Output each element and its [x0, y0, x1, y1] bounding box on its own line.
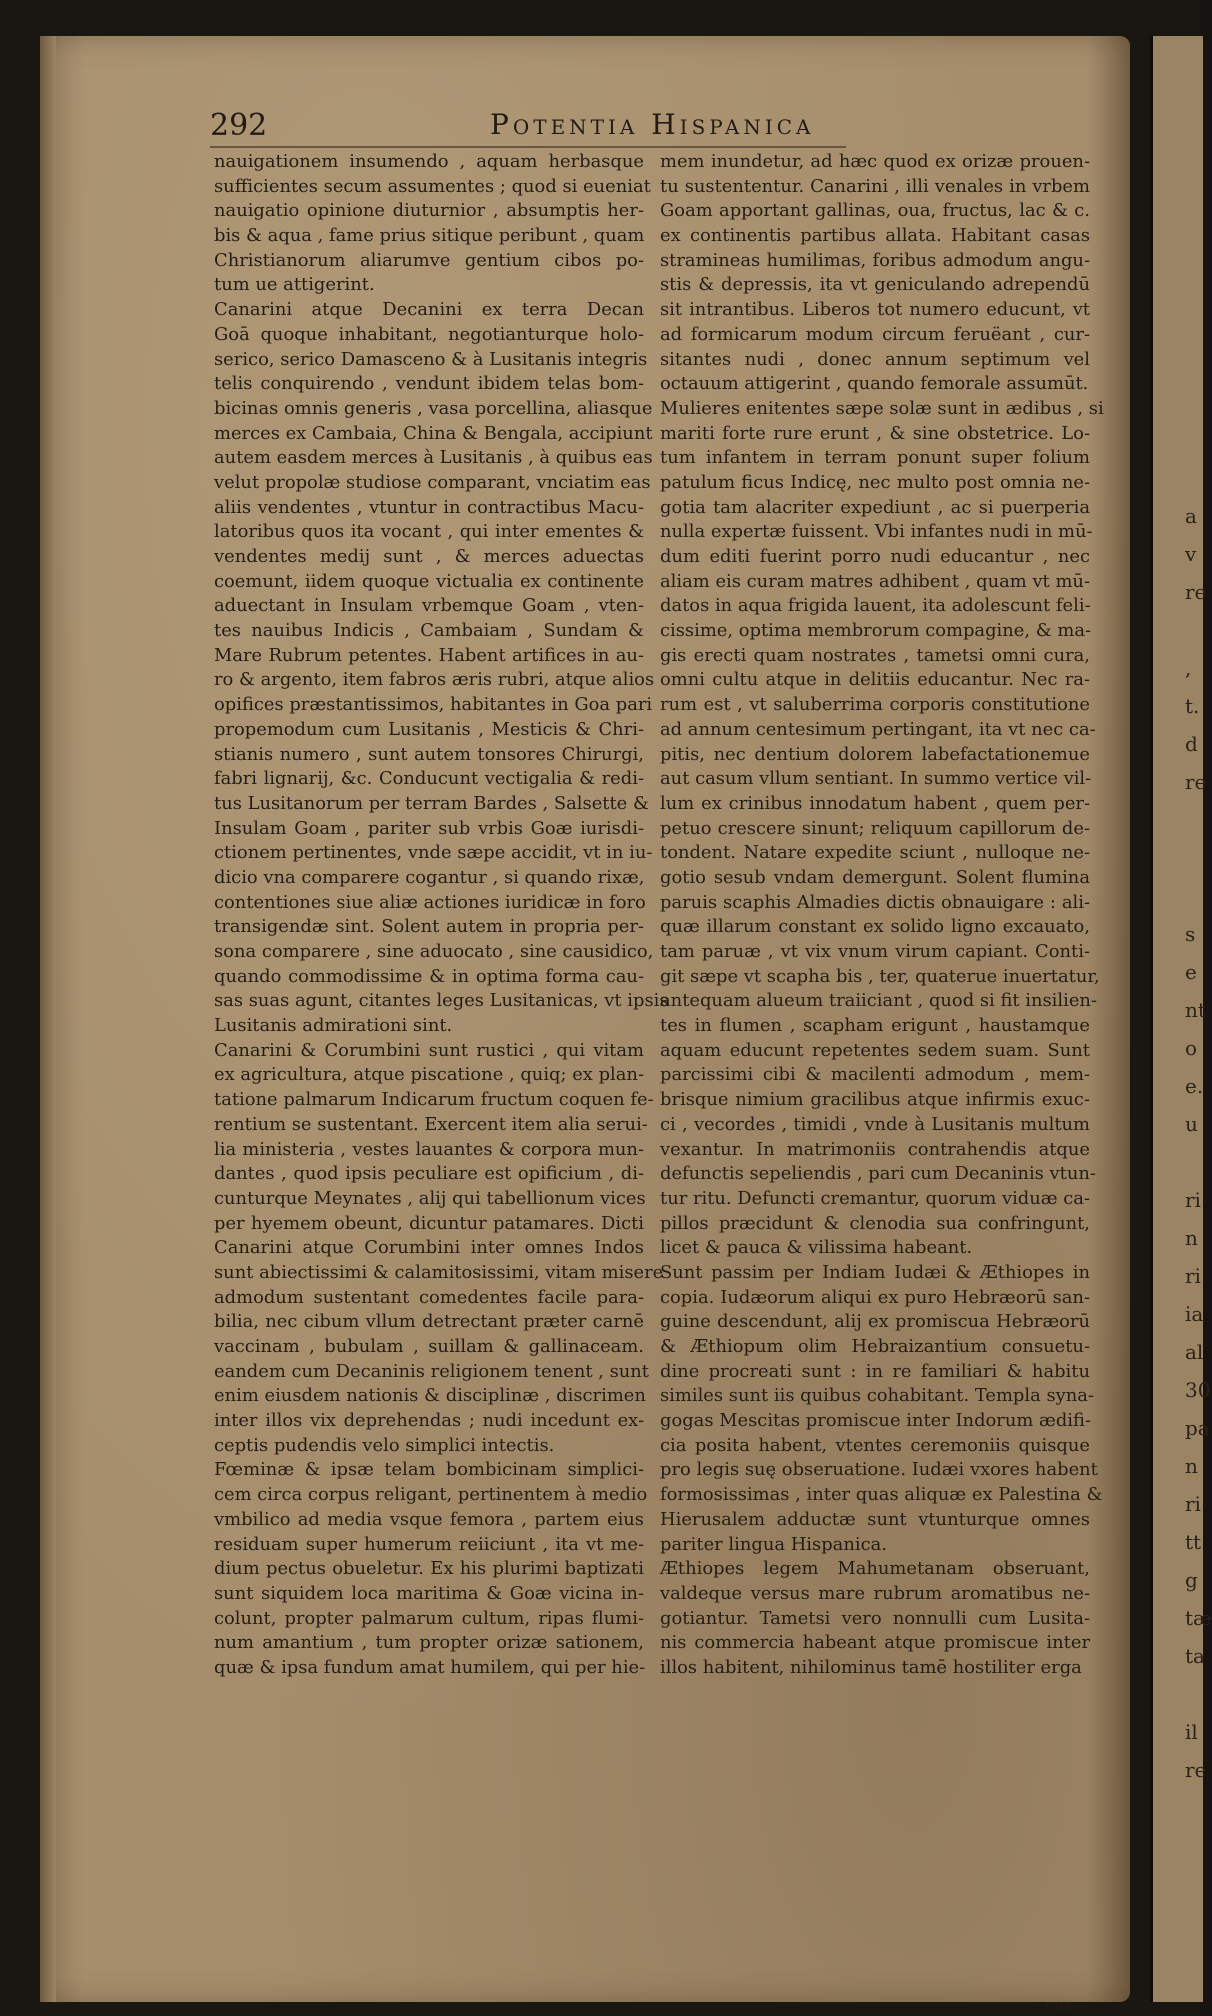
text-line: pillos præcidunt & clenodia sua confringunt, — [660, 1212, 1090, 1234]
text-line: omni cultu atque in delitiis educantur. Nec ra- — [660, 669, 1090, 691]
text-line: Goam apportant gallinas, oua, fructus, lac & c. — [660, 200, 1090, 222]
text-line: cissime, optima membrorum compagine, & ma- — [660, 620, 1092, 642]
text-line: vexantur. In matrimoniis contrahendis atque — [660, 1138, 1090, 1160]
adjacent-page-fragment: pa — [1185, 1416, 1210, 1440]
page-gutter-edge — [40, 36, 56, 2002]
text-line: autem easdem merces à Lusitanis , à quibus eas — [214, 447, 653, 469]
text-line: nis commercia habeant atque promiscue inter — [660, 1632, 1090, 1654]
text-line: dum editi fuerint porro nudi educantur , nec — [660, 546, 1090, 567]
text-line: Sunt passim per Indiam Iudæi & Æthiopes in — [660, 1261, 1090, 1283]
text-line: stianis numero , sunt autem tonsores Chirurgi, — [214, 743, 644, 765]
catchword: cos — [1046, 1996, 1072, 2014]
adjacent-page-fragment: nt — [1185, 998, 1206, 1022]
text-line: aliam eis curam matres adhibent , quam vt mū- — [660, 570, 1090, 592]
text-line: sas suas agunt, citantes leges Lusitanicas, vt ipsis — [214, 990, 669, 1012]
text-line: tur ritu. Defuncti cremantur, quorum viduæ ca- — [660, 1187, 1091, 1209]
text-line: colunt, propter palmarum cultum, ripas flumi- — [214, 1607, 644, 1629]
text-line: nulla expertæ fuissent. Vbi infantes nudi in mū- — [660, 521, 1093, 543]
text-line: ctionem pertinentes, vnde sæpe accidit, vt in iu- — [214, 842, 653, 864]
text-line: petuo crescere sinunt; reliquum capillorum de- — [660, 817, 1090, 839]
text-line: ad annum centesimum pertingant, ita vt nec ca- — [660, 718, 1096, 740]
text-line: sona comparere , sine aduocato , sine causidico, — [214, 941, 654, 962]
text-line: merces ex Cambaia, China & Bengala, accipiunt — [214, 422, 653, 444]
text-line: bilia, nec cibum vllum detrectant præter carnē — [214, 1311, 644, 1333]
text-line: gogas Mescitas promiscue inter Indorum ædifi- — [660, 1410, 1091, 1432]
page-number: 292 — [210, 108, 268, 143]
text-line: coemunt, iidem quoque victualia ex continente — [214, 570, 644, 592]
text-line: sunt abiectissimi & calamitosissimi, vitam misere — [214, 1261, 664, 1283]
text-line: ceptis pudendis velo simplici intectis. — [214, 1434, 555, 1456]
text-line: telis conquirendo , vendunt ibidem telas bom- — [214, 373, 644, 395]
text-line: dium pectus obueletur. Ex his plurimi baptizati — [214, 1558, 644, 1580]
text-line: eandem cum Decaninis religionem tenent , sunt — [214, 1360, 650, 1382]
adjacent-page-fragment: t. — [1185, 694, 1200, 718]
text-line: defunctis sepeliendis , pari cum Decaninis vtun- — [660, 1163, 1096, 1185]
adjacent-page-fragment: u — [1185, 1112, 1198, 1136]
text-line: sufficientes secum assumentes ; quod si eueniat — [214, 175, 651, 197]
text-line: vendentes medij sunt , & merces aduectas — [214, 546, 644, 567]
adjacent-page-fragment: re — [1185, 770, 1207, 794]
text-line: aduectant in Insulam vrbemque Goam , vten- — [214, 595, 644, 617]
text-line: datos in aqua frigida lauent, ita adolescunt feli- — [660, 595, 1091, 617]
text-line: tum infantem in terram ponunt super folium — [660, 447, 1090, 469]
text-line: dine procreati sunt : in re familiari & habitu — [660, 1360, 1090, 1382]
text-line: cem circa corpus religant, pertinentem à medio — [214, 1484, 648, 1506]
text-line: quando commodissime & in optima forma cau- — [214, 965, 644, 987]
adjacent-page-fragment: d — [1185, 732, 1198, 756]
adjacent-page-fragment: v — [1185, 542, 1197, 566]
text-line: Canarini atque Corumbini inter omnes Indos — [214, 1237, 644, 1259]
text-line: dantes , quod ipsis peculiare est opificium , di- — [214, 1163, 644, 1185]
adjacent-page-fragment: ri — [1185, 1492, 1201, 1516]
text-line: propemodum cum Lusitanis , Mesticis & Chri- — [214, 718, 644, 740]
adjacent-page-fragment: e — [1185, 960, 1197, 984]
text-line: copia. Iudæorum aliqui ex puro Hebræorū san- — [660, 1286, 1090, 1308]
text-line: num amantium , tum propter orizæ sationem, — [214, 1632, 644, 1654]
text-line: aut casum vllum sentiant. In summo vertice vil- — [660, 768, 1092, 790]
text-line: tus Lusitanorum per terram Bardes , Salsette & — [214, 792, 649, 814]
text-line: nauigationem insumendo , aquam herbasque — [214, 151, 644, 172]
adjacent-page-edge — [1150, 36, 1212, 2002]
header-rule — [210, 146, 846, 148]
text-line: pariter lingua Hispanica. — [660, 1533, 887, 1555]
text-line: rentium se sustentant. Exercent item alia serui- — [214, 1113, 648, 1135]
text-line: gotiantur. Tametsi vero nonnulli cum Lusita- — [660, 1607, 1090, 1629]
adjacent-page-fragment: a — [1185, 504, 1197, 528]
text-line: & Æthiopum olim Hebraizantium consuetu- — [660, 1336, 1090, 1357]
text-line: serico, serico Damasceno & à Lusitanis integris — [214, 348, 648, 370]
text-line: vmbilico ad media vsque femora , partem eius — [214, 1508, 644, 1530]
adjacent-page-fragment: ri — [1185, 1188, 1201, 1212]
text-line: tum ue attigerint. — [214, 274, 375, 296]
text-line: tatione palmarum Indicarum fructum coquen fe- — [214, 1089, 654, 1111]
text-line: cia posita habent, vtentes ceremoniis quisque — [660, 1434, 1090, 1456]
text-line: contentiones siue aliæ actiones iuridicæ in foro — [214, 891, 646, 913]
adjacent-page-fragment: tæ — [1185, 1606, 1212, 1630]
text-line: gotio sesub vndam demergunt. Solent flumina — [660, 866, 1090, 888]
text-line: sitantes nudi , donec annum septimum vel — [660, 348, 1090, 370]
text-line: velut propolæ studiose comparant, vnciatim eas — [214, 471, 651, 493]
adjacent-page-fragment: ri — [1185, 1264, 1201, 1288]
adjacent-page-fragment: , — [1185, 656, 1192, 680]
text-line: lum ex crinibus innodatum habent , quem per- — [660, 792, 1090, 814]
text-line: paruis scaphis Almadies dictis obnauigare : ali- — [660, 891, 1090, 913]
text-line: git sæpe vt scapha bis , ter, quaterue inuertatur, — [660, 965, 1100, 987]
text-line: tu sustententur. Canarini , illi venales in vrbem — [660, 175, 1090, 197]
text-line: aliis vendentes , vtuntur in contractibus Macu- — [214, 496, 644, 518]
adjacent-page-fragment: o — [1185, 1036, 1198, 1060]
text-line: tam paruæ , vt vix vnum virum capiant. Conti- — [660, 941, 1090, 962]
text-line: sit intrantibus. Liberos tot numero educunt, vt — [660, 299, 1090, 321]
adjacent-page-fragment: n — [1185, 1454, 1198, 1478]
text-line: patulum ficus Indicę, nec multo post omnia ne- — [660, 471, 1090, 493]
text-line: antequam alueum traiiciant , quod si fit insilien- — [660, 990, 1097, 1012]
adjacent-page-fragment: g — [1185, 1568, 1198, 1592]
text-line: inter illos vix deprehendas ; nudi incedunt ex- — [214, 1410, 644, 1432]
text-line: Insulam Goam , pariter sub vrbis Goæ iurisdi- — [214, 817, 644, 839]
adjacent-page-fragment: re — [1185, 1758, 1207, 1782]
text-line: licet & pauca & vilissima habeant. — [660, 1237, 973, 1259]
text-line: stis & depressis, ita vt geniculando adrependū — [660, 274, 1090, 296]
text-line: valdeque versus mare rubrum aromatibus ne- — [660, 1582, 1090, 1604]
text-line: bicinas omnis generis , vasa porcellina, aliasque — [214, 397, 653, 419]
text-line: ro & argento, item fabros æris rubri, atque alios — [214, 669, 655, 691]
text-line: transigendæ sint. Solent autem in propria per- — [214, 916, 644, 938]
text-line: parcissimi cibi & macilenti admodum , mem- — [660, 1064, 1090, 1086]
text-line: quæ & ipsa fundum amat humilem, qui per hie- — [214, 1656, 646, 1678]
text-line: per hyemem obeunt, dicuntur patamares. Dicti — [214, 1212, 644, 1234]
text-line: admodum sustentant comedentes facile para- — [214, 1286, 644, 1308]
right-text-column — [660, 150, 1104, 1681]
text-line: quæ illarum constant ex solido ligno excauato, — [660, 916, 1090, 938]
text-line: Hierusalem adductæ sunt vtunturque omnes — [660, 1508, 1090, 1530]
text-line: illos habitent, nihilominus tamē hostiliter erga — [660, 1656, 1082, 1678]
text-line: Fœminæ & ipsæ telam bombicinam simplici- — [214, 1459, 644, 1481]
text-line: gis erecti quam nostrates , tametsi omni cura, — [660, 644, 1090, 666]
adjacent-page-fragment: n — [1185, 1226, 1198, 1250]
text-line: nauigatio opinione diuturnior , absumptis her- — [214, 200, 644, 222]
text-line: bis & aqua , fame prius sitique peribunt , quam — [214, 225, 645, 247]
text-line: Canarini & Corumbini sunt rustici , qui vitam — [214, 1039, 644, 1061]
text-line: tes in flumen , scapham erigunt , haustamque — [660, 1015, 1090, 1037]
adjacent-page-fragment: ia — [1185, 1302, 1204, 1326]
text-line: sunt siquidem loca maritima & Goæ vicina in- — [214, 1582, 644, 1604]
adjacent-page-fragment: al — [1185, 1340, 1204, 1364]
text-line: Æthiopes legem Mahumetanam obseruant, — [660, 1558, 1090, 1580]
text-line: cunturque Meynates , alij qui tabellionum vices — [214, 1187, 646, 1209]
text-line: fabri lignarij, &c. Conducunt vectigalia & redi- — [214, 768, 644, 790]
adjacent-page-fragment: s — [1185, 922, 1196, 946]
text-line: latoribus quos ita vocant , qui inter ementes & — [214, 521, 644, 543]
text-line: residuam super humerum reiiciunt , ita vt me- — [214, 1533, 644, 1555]
text-line: ad formicarum modum circum feruëant , cur- — [660, 323, 1090, 345]
adjacent-page-fragment: re — [1185, 580, 1207, 604]
text-line: tes nauibus Indicis , Cambaiam , Sundam & — [214, 620, 644, 642]
text-line: ci , vecordes , timidi , vnde à Lusitanis multum — [660, 1113, 1090, 1135]
left-text-column — [214, 150, 669, 1681]
text-line: similes sunt iis quibus cohabitant. Templa syna- — [660, 1385, 1094, 1407]
text-line: ex agricultura, atque piscatione , quiq; ex plan- — [214, 1064, 644, 1086]
adjacent-page-fragment: il — [1185, 1720, 1198, 1744]
text-line: pro legis suę obseruatione. Iudæi vxores habent — [660, 1459, 1098, 1481]
text-line: dicio vna comparere cogantur , si quando rixæ, — [214, 866, 645, 888]
text-line: Mare Rubrum petentes. Habent artifices in au- — [214, 644, 644, 666]
text-line: stramineas humilimas, foribus admodum angu- — [660, 249, 1090, 271]
page-header — [210, 108, 850, 142]
text-line: mem inundetur, ad hæc quod ex orizæ prouen- — [660, 151, 1090, 172]
text-line: rum est , vt saluberrima corporis constitutione — [660, 694, 1090, 716]
text-line: Christianorum aliarumve gentium cibos po- — [214, 249, 644, 271]
text-line: opifices præstantissimos, habitantes in Goa pari — [214, 694, 653, 716]
text-line: Goā quoque inhabitant, negotianturque holo- — [214, 323, 644, 345]
text-line: mariti forte rure erunt , & sine obstetrice. Lo- — [660, 422, 1090, 444]
text-line: gotia tam alacriter expediunt , ac si puerperia — [660, 496, 1090, 518]
adjacent-page-fragment: tt — [1185, 1530, 1202, 1554]
text-line: vaccinam , bubulam , suillam & gallinaceam. — [214, 1336, 644, 1357]
text-line: enim eiusdem nationis & disciplinæ , discrimen — [214, 1385, 646, 1407]
adjacent-page-fragment: e. — [1185, 1074, 1204, 1098]
adjacent-page-fragment: 30 — [1185, 1378, 1211, 1402]
text-line: lia ministeria , vestes lauantes & corpora mun- — [214, 1138, 644, 1160]
text-line: formosissimas , inter quas aliquæ ex Palestina & — [660, 1484, 1103, 1506]
text-line: Mulieres enitentes sæpe solæ sunt in ædibus , si — [660, 397, 1104, 419]
text-line: pitis, nec dentium dolorem labefactationemue — [660, 743, 1090, 765]
text-line: tondent. Natare expedite sciunt , nulloque ne- — [660, 842, 1090, 864]
text-line: Lusitanis admirationi sint. — [214, 1015, 453, 1037]
adjacent-page-fragment: ta — [1185, 1644, 1205, 1668]
text-line: ex continentis partibus allata. Habitant casas — [660, 225, 1090, 247]
text-line: Canarini atque Decanini ex terra Decan — [214, 299, 644, 321]
text-line: octauum attigerint , quando femorale assumūt. — [660, 373, 1089, 395]
text-line: brisque nimium gracilibus atque infirmis exuc- — [660, 1089, 1090, 1111]
running-title: Potentia Hispanica — [490, 108, 815, 141]
text-line: aquam educunt repetentes sedem suam. Sunt — [660, 1039, 1090, 1061]
text-line: guine descendunt, alij ex promiscua Hebræorū — [660, 1311, 1090, 1333]
